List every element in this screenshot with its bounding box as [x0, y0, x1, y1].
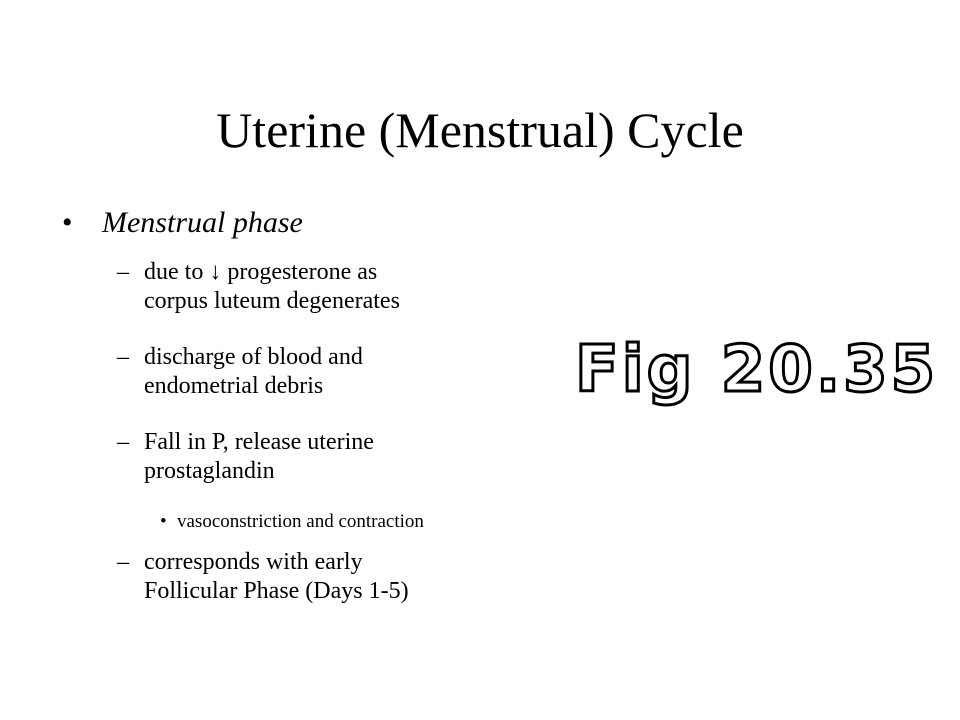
item-line: corpus luteum degenerates [144, 288, 400, 314]
figure-reference-label: Fig 20.35 [575, 333, 939, 407]
bullet-glyph: • [62, 206, 73, 239]
item-line: corresponds with early [144, 549, 363, 575]
dash-glyph: – [117, 429, 129, 455]
dash-glyph: – [117, 344, 129, 370]
item-line: due to ↓ progesterone as [144, 259, 378, 285]
item-line: Follicular Phase (Days 1-5) [144, 578, 409, 604]
bullet-glyph: • [160, 511, 167, 532]
item-line: Fall in P, release uterine [144, 429, 374, 455]
item-line: vasoconstriction and contraction [177, 511, 424, 532]
item-line: discharge of blood and [144, 344, 363, 370]
slide-title: Uterine (Menstrual) Cycle [216, 102, 744, 158]
item-line: prostaglandin [144, 458, 275, 484]
dash-glyph: – [117, 259, 129, 285]
dash-glyph: – [117, 549, 129, 575]
item-line: endometrial debris [144, 373, 324, 399]
menstrual-phase-heading: Menstrual phase [102, 206, 303, 239]
